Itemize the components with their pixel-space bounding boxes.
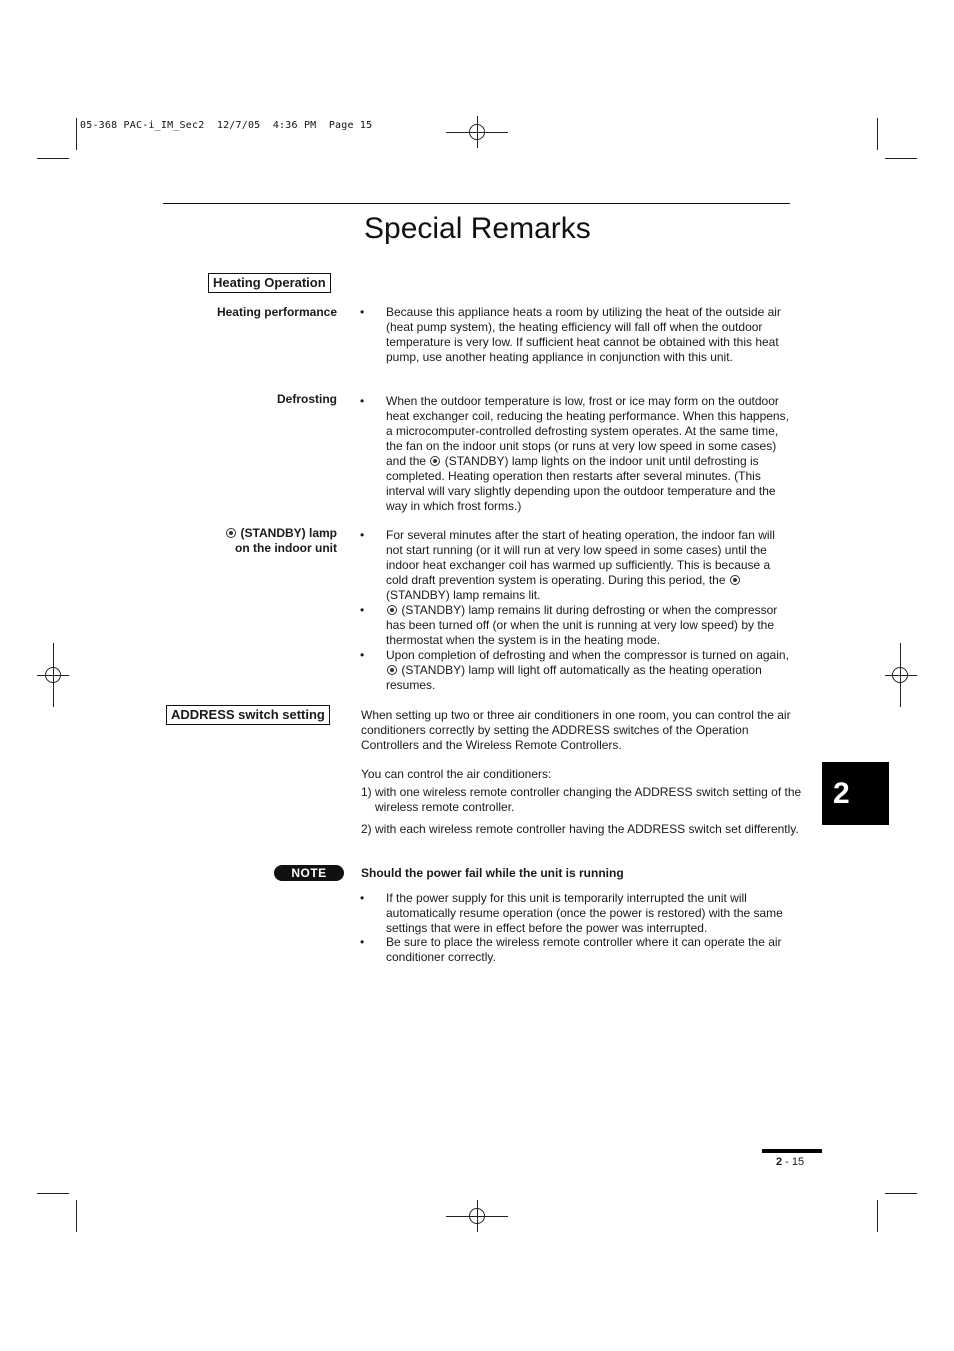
bullet: • [360, 394, 365, 408]
text-note-2: Be sure to place the wireless remote controller where it can operate the air conditioner correctly. [386, 935, 782, 964]
section-address-switch: ADDRESS switch setting [166, 705, 330, 725]
bullet: • [360, 528, 365, 542]
text-address-control-lead: You can control the air conditioners: [361, 767, 552, 781]
standby-lamp-icon [387, 665, 397, 675]
standby-lamp-icon [730, 575, 740, 585]
label-heating-performance: Heating performance [216, 305, 337, 319]
note-badge: NOTE [274, 865, 344, 881]
page-number: 2 - 15 [776, 1156, 805, 1168]
label-standby-lamp-line1: (STANDBY) lamp [225, 526, 337, 541]
text-standby-3: Upon completion of defrosting and when the compressor is turned on again, (STANDBY) lamp will light off automatically as the heating operation resumes. [386, 648, 789, 692]
bullet: • [360, 935, 365, 949]
text-note-1: If the power supply for this unit is temporarily interrupted the unit will automatically resume operation (once the power is restored) with the same settings that were in effect before the power was interrupted. [386, 891, 783, 935]
list-item-address-1: 1) with one wireless remote controller changing the ADDRESS switch setting of the wireless remote controller. [361, 785, 802, 814]
standby-lamp-icon [430, 456, 440, 466]
standby-lamp-icon [387, 605, 397, 615]
print-slug: 05-368 PAC-i_IM_Sec2 12/7/05 4:36 PM Page 15 [80, 120, 373, 131]
text-defrosting [386, 394, 791, 514]
note-heading: Should the power fail while the unit is running [361, 866, 624, 880]
standby-lamp-icon [226, 528, 236, 538]
bullet: • [360, 305, 365, 319]
bullet: • [360, 603, 365, 617]
text-address-intro: When setting up two or three air conditioners in one room, you can control the air conditioners correctly by setting the ADDRESS switches of the Operation Controllers and the Wireless Remote Controllers. [361, 708, 791, 752]
text-standby-2: (STANDBY) lamp remains lit during defrosting or when the compressor has been turned off (or when the unit is running at very low speed) by the thermostat when the system is in the heating mode. [386, 603, 778, 647]
text-defrosting-part-a: When the outdoor temperature is low, frost or ice may form on the outdoor heat exchanger coil, reducing the heating performance. When this happens, a microcomputer-controlled defrosting system operates. At the same time, the fan on the indoor unit stops (or runs at very low speed in some cases) and the [386, 394, 789, 468]
text-heating-performance: Because this appliance heats a room by utilizing the heat of the outside air (heat pump system), the heating efficiency will fall off when the outdoor temperature is very low. If sufficient heat cannot be obtained with this heat pump, use another heating appliance in conjunction with this unit. [386, 305, 781, 364]
page-title: Special Remarks [364, 212, 591, 245]
label-standby-lamp [225, 526, 337, 556]
bullet: • [360, 891, 365, 905]
chapter-tab: 2 [822, 762, 889, 825]
text-defrosting-part-b: (STANDBY) lamp lights on the indoor unit until defrosting is completed. Heating operation then restarts after several minutes. (This interval will vary slightly depending upon the outdoor temperature and the way in which frost forms.) [386, 454, 776, 513]
section-heating-operation: Heating Operation [208, 273, 331, 293]
text-standby-1: For several minutes after the start of heating operation, the indoor fan will not start running (or it will run at very low speed in some cases) until the indoor heat exchanger coil has warmed up sufficiently. This is because a cold draft prevention system is operating. During this period, the (STANDBY) lamp remains lit. [386, 528, 775, 602]
label-standby-lamp-line2: on the indoor unit [235, 541, 337, 555]
label-defrosting: Defrosting [277, 392, 337, 406]
bullet: • [360, 648, 365, 662]
footer-rule [762, 1149, 822, 1153]
title-rule [163, 203, 790, 204]
list-item-address-2: 2) with each wireless remote controller having the ADDRESS switch set differently. [361, 822, 799, 836]
